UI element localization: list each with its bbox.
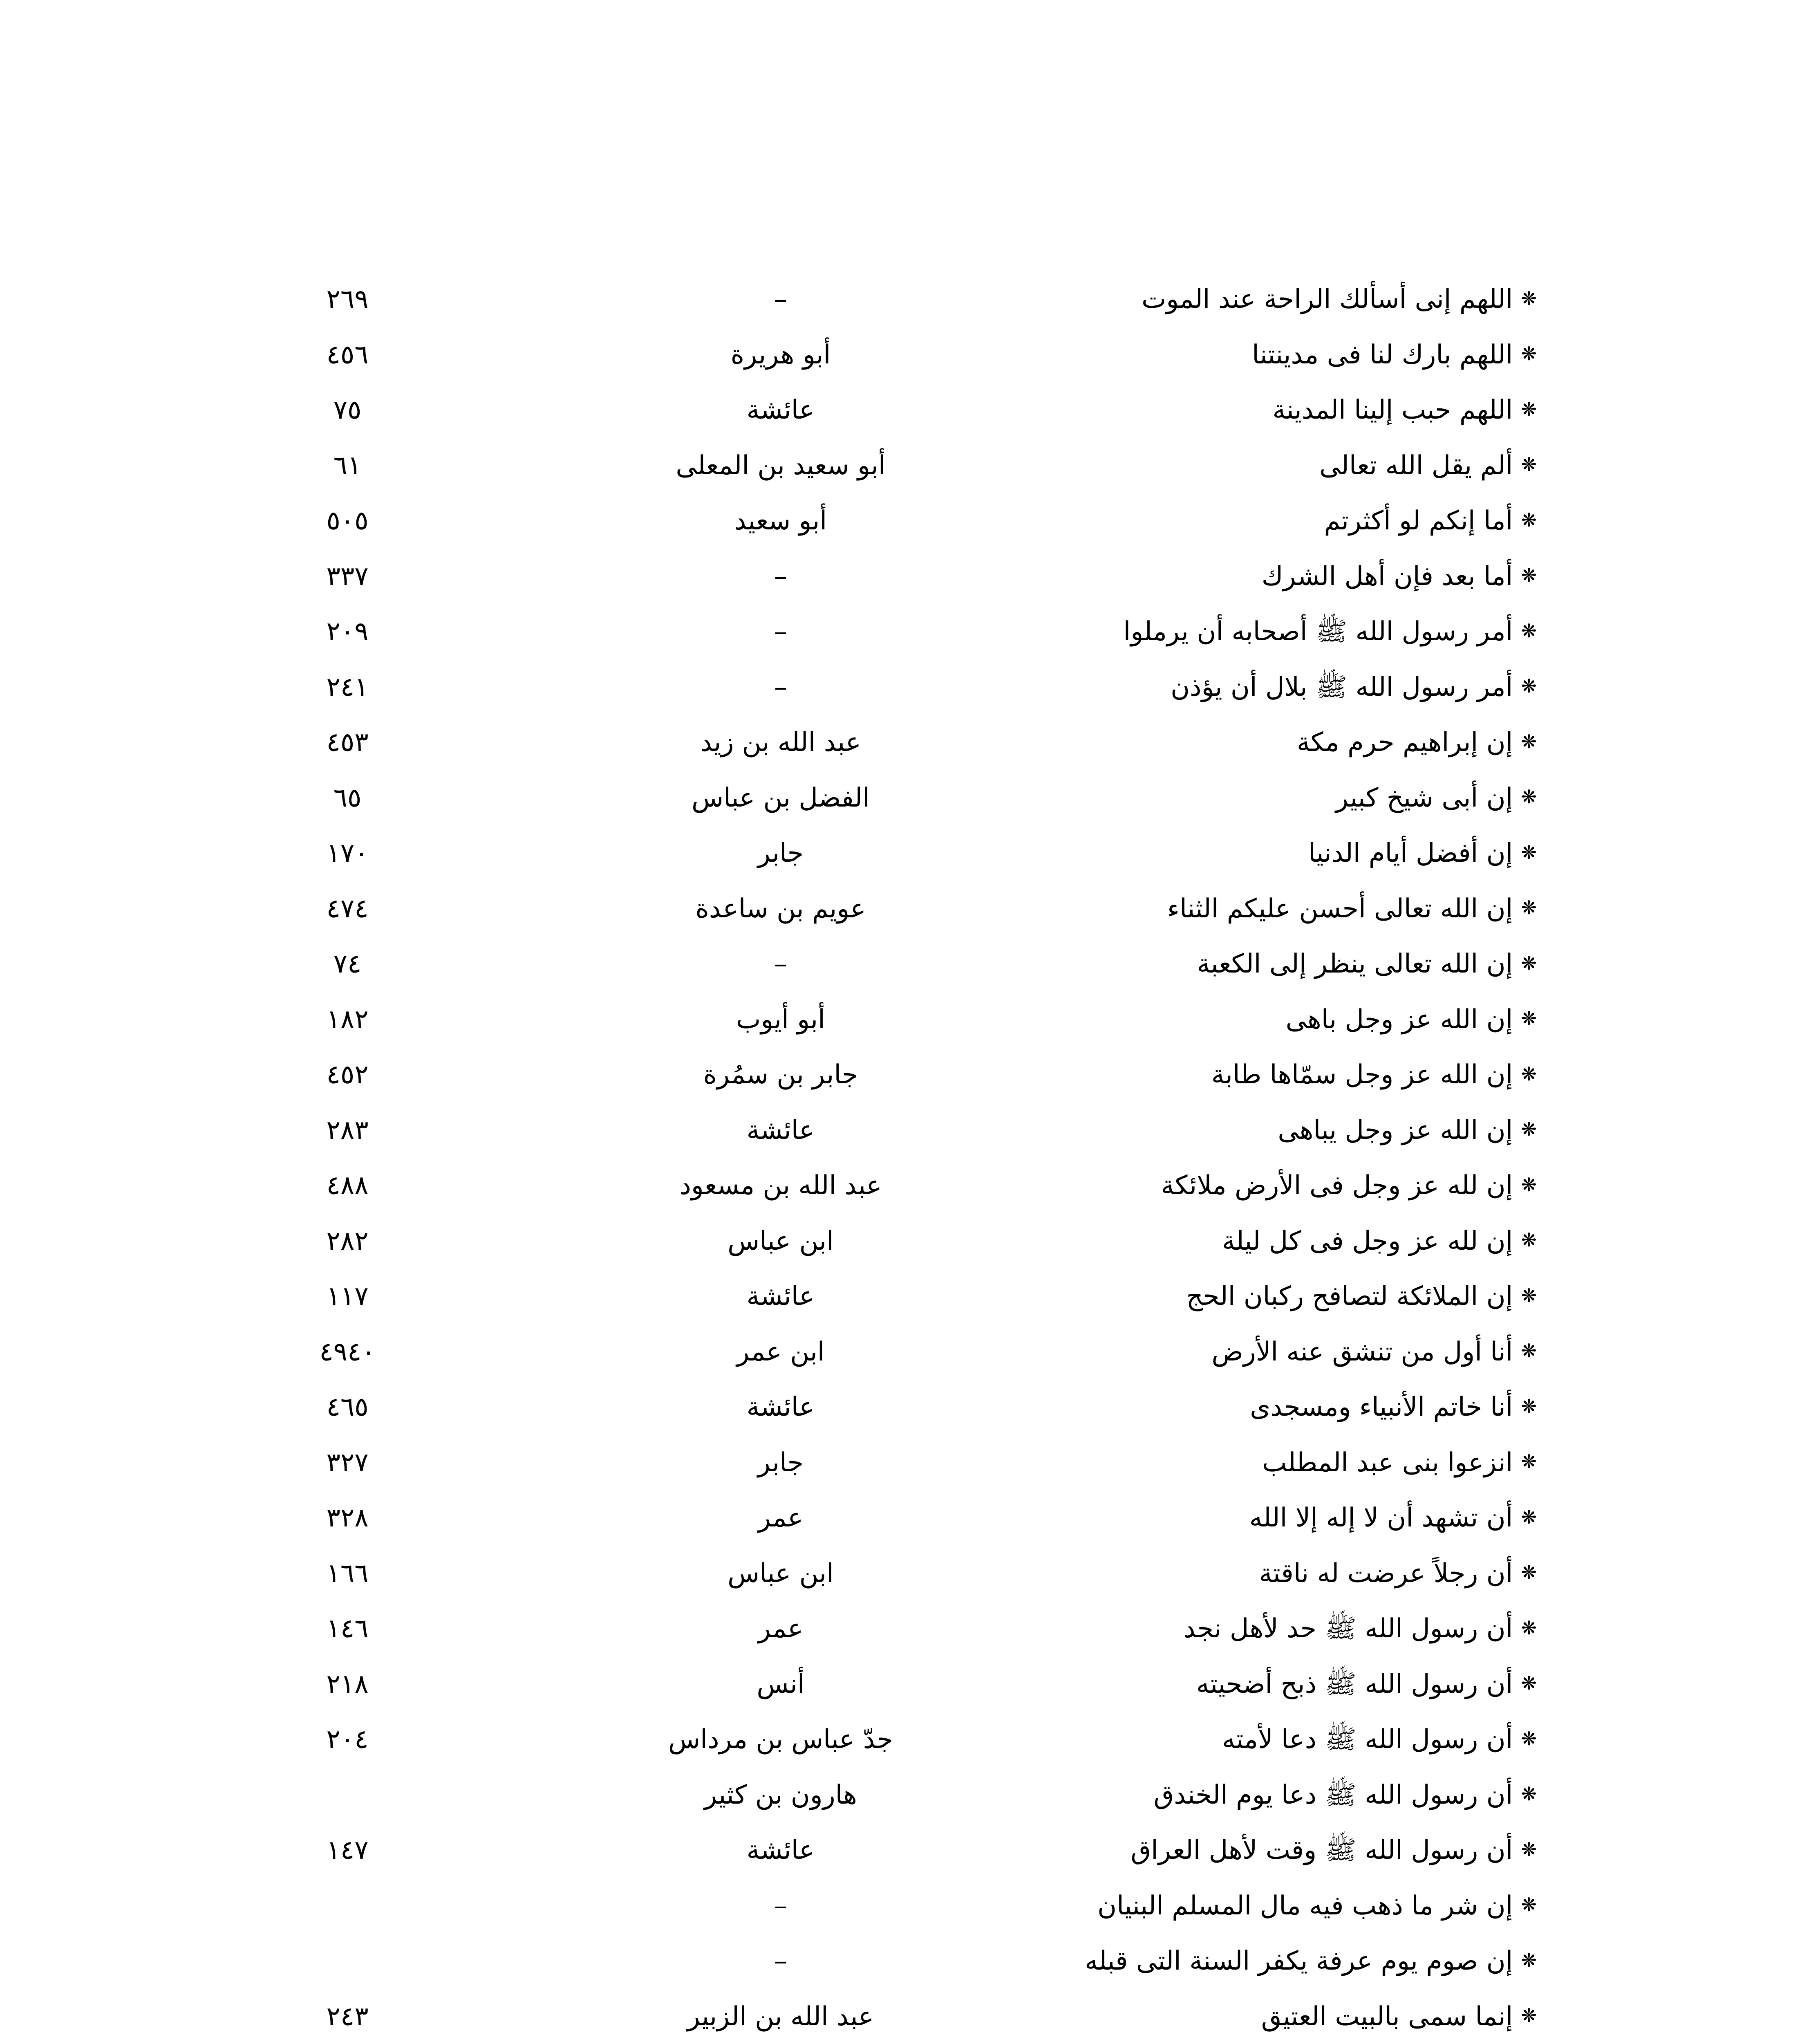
star-bullet-icon: ❋ [1521, 841, 1537, 863]
index-row [286, 937, 1537, 992]
index-row [286, 1878, 1537, 1934]
hadith-opening: أن رسول الله ﷺ حد لأهل نجد [1183, 1614, 1513, 1644]
page-reference: ٢٠٤ [326, 1724, 369, 1755]
hadith-opening: إن الملائكة لتصافح ركبان الحج [1186, 1281, 1513, 1311]
hadith-opening: إن الله عز وجل سمّاها طابة [1211, 1060, 1513, 1090]
narrator-name: عبد الله بن مسعود [679, 1170, 882, 1201]
star-bullet-icon: ❋ [1521, 1616, 1537, 1639]
star-bullet-icon: ❋ [1521, 952, 1537, 974]
page-reference: ٣٢٨ [326, 1503, 369, 1533]
narrator-name: عمر [758, 1614, 804, 1644]
narrator-name: عائشة [746, 1115, 815, 1145]
page-reference: ١١٧ [326, 1281, 369, 1311]
narrator-name: أبو سعيد بن المعلى [676, 450, 886, 481]
hadith-opening: إنما سمى بالبيت العتيق [1261, 2001, 1513, 2032]
index-row [286, 493, 1537, 549]
hadith-text [924, 715, 1537, 771]
narrator-name: أنس [757, 1669, 805, 1699]
narrator-name: عويم بن ساعدة [695, 893, 866, 924]
hadith-opening: أن رجلاً عرضت له ناقتة [1259, 1558, 1513, 1589]
page-reference [286, 1768, 409, 1823]
index-row [286, 1490, 1537, 1546]
index-row [286, 272, 1537, 327]
star-bullet-icon: ❋ [1521, 1062, 1537, 1085]
hadith-text [924, 1435, 1537, 1491]
index-row [286, 438, 1537, 494]
narrator-name: – [774, 1946, 787, 1976]
star-bullet-icon: ❋ [1521, 1838, 1537, 1860]
index-row [286, 1047, 1537, 1103]
index-row [286, 826, 1537, 881]
narrator-name: أبو أيوب [736, 1004, 825, 1035]
hadith-text [924, 327, 1537, 383]
index-row [286, 660, 1537, 715]
narrator-name: عبد الله بن زيد [700, 727, 861, 758]
hadith-opening: أن رسول الله ﷺ ذبح أضحيته [1196, 1669, 1513, 1699]
page-reference: ١٦٦ [326, 1558, 369, 1589]
hadith-opening: إن أبى شيخ كبير [1336, 782, 1513, 813]
page-reference [286, 1934, 409, 1989]
page-reference: ٢٤٣ [326, 2001, 369, 2032]
hadith-text [924, 1546, 1537, 1602]
star-bullet-icon: ❋ [1521, 1894, 1537, 1916]
star-bullet-icon: ❋ [1521, 1450, 1537, 1473]
hadith-text [924, 826, 1537, 881]
narrator-name: جابر [757, 1447, 804, 1478]
hadith-text [924, 438, 1537, 494]
page-reference: ٢٦٩ [326, 284, 369, 314]
hadith-text [924, 1601, 1537, 1657]
hadith-text [924, 992, 1537, 1048]
star-bullet-icon: ❋ [1521, 1395, 1537, 1417]
index-row [286, 1768, 1537, 1823]
index-row [286, 771, 1537, 826]
hadith-opening: أن رسول الله ﷺ دعا لأمته [1222, 1724, 1513, 1755]
index-row [286, 604, 1537, 660]
narrator-name: ابن عمر [736, 1336, 825, 1367]
page-reference: ٥٠٥ [326, 506, 369, 536]
page-reference: ٤٥٣ [326, 727, 369, 758]
star-bullet-icon: ❋ [1521, 1949, 1537, 1971]
hadith-opening: إن شر ما ذهب فيه مال المسلم البنيان [1097, 1890, 1513, 1921]
page-reference: ٤٨٨ [326, 1170, 369, 1201]
page-reference: ٢٠٩ [326, 616, 369, 647]
hadith-text [924, 549, 1537, 605]
hadith-text [924, 1878, 1537, 1934]
page-reference [286, 1878, 409, 1934]
narrator-name: جابر بن سمُرة [703, 1060, 858, 1090]
page-reference: ٣٣٧ [326, 561, 369, 592]
star-bullet-icon: ❋ [1521, 287, 1537, 309]
narrator-name: جابر [757, 838, 804, 868]
hadith-opening: إن صوم يوم عرفة يكفر السنة التى قبله [1085, 1946, 1513, 1976]
hadith-opening: إن إبراهيم حرم مكة [1296, 727, 1513, 758]
narrator-name: – [774, 949, 787, 979]
star-bullet-icon: ❋ [1521, 1672, 1537, 1694]
page-reference: ١٤٧ [326, 1835, 369, 1865]
narrator-name: عبد الله بن الزبير [687, 2001, 874, 2032]
narrator-name: الفضل بن عباس [692, 782, 870, 813]
hadith-text [924, 1158, 1537, 1214]
page-reference: ٤٥٢ [326, 1060, 369, 1090]
hadith-opening: إن أفضل أيام الدنيا [1308, 838, 1513, 868]
hadith-text [924, 1103, 1537, 1159]
star-bullet-icon: ❋ [1521, 1284, 1537, 1307]
index-row [286, 1380, 1537, 1435]
hadith-opening: أن رسول الله ﷺ دعا يوم الخندق [1153, 1780, 1513, 1810]
page-reference: ١٧٠ [326, 838, 369, 868]
narrator-name: عائشة [746, 395, 815, 425]
star-bullet-icon: ❋ [1521, 1340, 1537, 1362]
star-bullet-icon: ❋ [1521, 2004, 1537, 2027]
narrator-name: عمر [758, 1503, 804, 1533]
index-row [286, 1823, 1537, 1878]
star-bullet-icon: ❋ [1521, 1007, 1537, 1030]
hadith-text [924, 1269, 1537, 1325]
narrator-name: عائشة [746, 1835, 815, 1865]
narrator-name: ابن عباس [728, 1558, 834, 1589]
star-bullet-icon: ❋ [1521, 1118, 1537, 1141]
index-row [286, 1712, 1537, 1768]
hadith-text [924, 383, 1537, 438]
page-reference: ٤٩٤٠ [319, 1336, 376, 1367]
hadith-opening: إن الله تعالى ينظر إلى الكعبة [1197, 949, 1513, 979]
index-row [286, 992, 1537, 1048]
hadith-opening: أمر رسول الله ﷺ أصحابه أن يرملوا [1123, 616, 1513, 647]
hadith-index-table [286, 272, 1537, 2044]
narrator-name: – [774, 616, 787, 647]
hadith-opening: إن الله عز وجل يباهى [1278, 1115, 1513, 1145]
narrator-name: ابن عباس [728, 1226, 834, 1256]
narrator-name: – [774, 672, 787, 702]
page-reference: ١٤٦ [326, 1614, 369, 1644]
index-row [286, 1269, 1537, 1325]
page-reference: ٢٨٢ [326, 1226, 369, 1256]
hadith-text [924, 937, 1537, 992]
star-bullet-icon: ❋ [1521, 1229, 1537, 1251]
star-bullet-icon: ❋ [1521, 619, 1537, 642]
star-bullet-icon: ❋ [1521, 1173, 1537, 1196]
star-bullet-icon: ❋ [1521, 730, 1537, 753]
page-reference: ٣٢٧ [326, 1447, 369, 1478]
narrator-name: أبو هريرة [730, 339, 831, 370]
narrator-name: – [774, 1890, 787, 1921]
page-reference: ٤٧٤ [326, 893, 369, 924]
page-reference: ٧٥ [333, 395, 362, 425]
hadith-opening: اللهم بارك لنا فى مدينتنا [1252, 339, 1513, 370]
star-bullet-icon: ❋ [1521, 1783, 1537, 1805]
index-row [286, 1103, 1537, 1159]
hadith-text [924, 1047, 1537, 1103]
star-bullet-icon: ❋ [1521, 343, 1537, 365]
hadith-opening: أنا أول من تنشق عنه الأرض [1211, 1336, 1513, 1367]
index-row [286, 327, 1537, 383]
hadith-text [924, 604, 1537, 660]
hadith-opening: إن الله عز وجل باهى [1285, 1004, 1513, 1035]
hadith-opening: إن الله تعالى أحسن عليكم الثناء [1167, 893, 1513, 924]
hadith-text [924, 1380, 1537, 1435]
narrator-name: – [774, 284, 787, 314]
index-row [286, 1158, 1537, 1214]
hadith-text [924, 1934, 1537, 1989]
narrator-name: أبو سعيد [734, 506, 827, 536]
star-bullet-icon: ❋ [1521, 896, 1537, 919]
hadith-opening: اللهم حبب إلينا المدينة [1272, 395, 1513, 425]
hadith-text [924, 1768, 1537, 1823]
page-reference: ٢٤١ [326, 672, 369, 702]
hadith-text [924, 771, 1537, 826]
index-row [286, 1546, 1537, 1602]
star-bullet-icon: ❋ [1521, 786, 1537, 808]
index-row [286, 549, 1537, 605]
star-bullet-icon: ❋ [1521, 675, 1537, 697]
hadith-opening: أما بعد فإن أهل الشرك [1261, 561, 1513, 592]
hadith-text [924, 881, 1537, 937]
star-bullet-icon: ❋ [1521, 1561, 1537, 1584]
hadith-text [924, 1712, 1537, 1768]
page-reference: ٦١ [333, 450, 362, 481]
hadith-opening: أن تشهد أن لا إله إلا الله [1249, 1503, 1513, 1533]
hadith-opening: انزعوا بنى عبد المطلب [1262, 1447, 1513, 1478]
page-reference: ١٨٢ [326, 1004, 369, 1035]
hadith-opening: اللهم إنى أسألك الراحة عند الموت [1141, 284, 1513, 314]
star-bullet-icon: ❋ [1521, 509, 1537, 531]
index-row [286, 383, 1537, 438]
star-bullet-icon: ❋ [1521, 398, 1537, 420]
index-row [286, 881, 1537, 937]
index-row [286, 1435, 1537, 1491]
hadith-opening: أنا خاتم الأنبياء ومسجدى [1250, 1392, 1513, 1422]
star-bullet-icon: ❋ [1521, 1727, 1537, 1750]
index-row [286, 1934, 1537, 1989]
narrator-name: جدّ عباس بن مرداس [668, 1724, 893, 1755]
page-reference: ٤٦٥ [326, 1392, 369, 1422]
star-bullet-icon: ❋ [1521, 453, 1537, 476]
hadith-opening: ألم يقل الله تعالى [1319, 450, 1513, 481]
page-reference: ٢٨٣ [326, 1115, 369, 1145]
narrator-name: هارون بن كثير [704, 1780, 857, 1810]
page-reference: ٤٥٦ [326, 339, 369, 370]
page-reference: ٦٥ [333, 782, 362, 813]
hadith-text [924, 1823, 1537, 1878]
hadith-text [924, 1325, 1537, 1380]
hadith-opening: أما إنكم لو أكثرتم [1324, 506, 1513, 536]
hadith-opening: إن لله عز وجل فى كل ليلة [1222, 1226, 1513, 1256]
narrator-name: عائشة [746, 1392, 815, 1422]
star-bullet-icon: ❋ [1521, 564, 1537, 587]
narrator-name: – [774, 561, 787, 592]
narrator-name: عائشة [746, 1281, 815, 1311]
hadith-text [924, 272, 1537, 327]
index-row [286, 1214, 1537, 1269]
index-row [286, 1601, 1537, 1657]
hadith-text [924, 1490, 1537, 1546]
hadith-opening: إن لله عز وجل فى الأرض ملائكة [1161, 1170, 1513, 1201]
page-reference: ٧٤ [333, 949, 362, 979]
hadith-text [924, 660, 1537, 715]
hadith-text [924, 1214, 1537, 1269]
hadith-text [924, 1989, 1537, 2044]
hadith-opening: أن رسول الله ﷺ وقت لأهل العراق [1130, 1835, 1513, 1865]
star-bullet-icon: ❋ [1521, 1506, 1537, 1528]
index-row [286, 715, 1537, 771]
index-row [286, 1325, 1537, 1380]
hadith-text [924, 1657, 1537, 1712]
hadith-opening: أمر رسول الله ﷺ بلال أن يؤذن [1171, 672, 1513, 702]
hadith-text [924, 493, 1537, 549]
index-row [286, 1989, 1537, 2044]
page-reference: ٢١٨ [326, 1669, 369, 1699]
index-row [286, 1657, 1537, 1712]
